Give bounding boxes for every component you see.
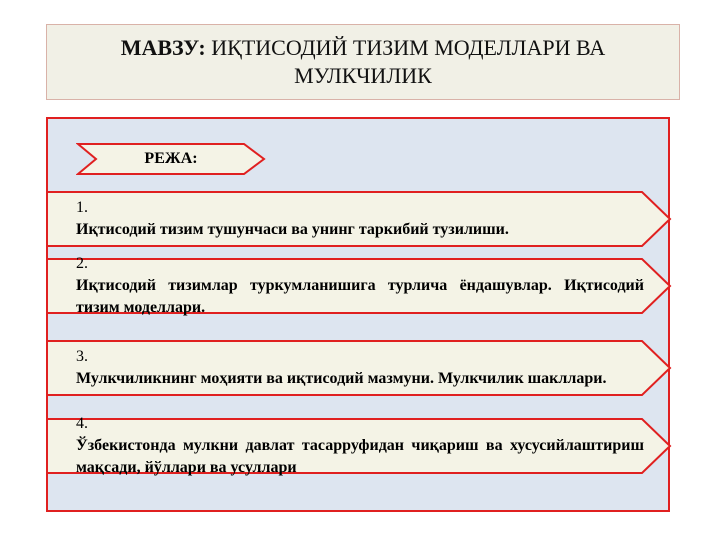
item-number: 4. <box>76 415 88 432</box>
item-number: 2. <box>76 255 88 272</box>
title-prefix: МАВЗУ: <box>120 35 206 60</box>
plan-label: РЕЖА: <box>144 150 198 167</box>
plan-item-2 <box>46 255 672 316</box>
item-text: Мулкчиликнинг моҳияти ва иқтисодий мазмуни. Мулкчилик шакллари. <box>76 370 607 387</box>
plan-item-text <box>76 340 644 396</box>
plan-tag <box>76 142 266 176</box>
title-main: ИҚТИСОДИЙ ТИЗИМ МОДЕЛЛАРИ ВА МУЛКЧИЛИК <box>205 35 606 88</box>
item-number: 1. <box>76 199 88 216</box>
item-text: Ўзбекистонда мулкни давлат тасарруфидан чиқариш ва хусусийлаштириш мақсади, йўллари ва усуллари <box>76 437 644 476</box>
item-number: 3. <box>76 348 88 365</box>
page-title <box>47 34 679 90</box>
plan-item-1 <box>46 191 672 247</box>
plan-item-4 <box>46 415 672 476</box>
plan-item-text <box>76 255 644 316</box>
item-text: Иқтисодий тизимлар туркумланишига турлича ёндашувлар. Иқтисодий тизим моделлари. <box>76 277 644 316</box>
item-text: Иқтисодий тизим тушунчаси ва унинг таркибий тузилиши. <box>76 221 509 238</box>
title-box <box>46 24 680 100</box>
plan-item-text <box>76 415 644 476</box>
plan-item-text <box>76 191 644 247</box>
plan-item-3 <box>46 340 672 396</box>
